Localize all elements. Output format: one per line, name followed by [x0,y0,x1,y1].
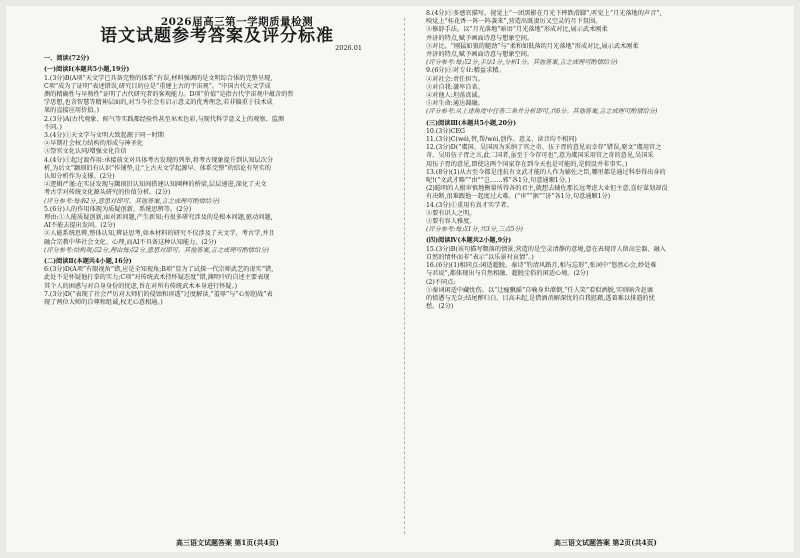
left-line: 3.(4分)①天文学与文明大致起源于同一时期 [44,132,164,140]
right-line: 并济的特点,赋予画面诗意与想象空间。 [426,51,534,59]
left-answer-list [44,55,390,307]
left-line: 认知分析作为支撑。(2分) [44,173,115,181]
left-column [44,6,390,552]
footer-right: 高三语文试题答案 第2页(共4页) [554,538,657,547]
document-header [44,18,390,52]
left-line: (评分参考:每条2分,意思对即可。其他答案,言之成理可酌情给分) [44,197,220,205]
right-line: 呢!(“文武才略”“由”“岂……邪”各1分,句意通顺1分。) [426,177,571,185]
right-line: ①秦词闲适中藏忧伤。以“迂瘦飘摇”自喻身世潦倒,“任人笑”看似洒脱,实则暗含赶谪 [426,286,653,294]
right-line: 愁。(2分) [426,303,454,311]
right-line: (2)聪明的人根审慎地衡量所得各的君主,就想去辅佐那长远考虑大业但主意,喜好谋划却没 [426,185,668,193]
left-line: 理由:①人能质疑创新,面对新问题,产生新知;有很多研究涉及的是根本问题,驱动问题, [44,214,273,222]
left-line: ②早期社会权力结构的形成与神圣化 [44,140,143,148]
right-line: 嗅觉上“桂花香一阵一阵袭来”,营造出既凄厉又空灵的月下氛围。 [426,18,602,26]
right-line: 12.(3分)D(“虞国、吴国因为采纳了官之奇、伍子胥的意见而幸存”错误,原文“虞用官之 [426,144,662,152]
left-line: 其个人的困惑与对自身身份的忧虑,旨在对所有传统武术本身进行怀疑。) [44,282,238,290]
left-line: 学思想,也含智慧等精神层面的,对当今社会有启示意义的优秀理念,若非偏重于技术成 [44,99,273,107]
left-line: 果的直接应用价值。) [44,107,100,115]
exam-sheet [6,6,794,552]
left-line: 一、阅读(72分) [44,55,90,63]
right-line: 有决断,很难跟他一起度过大难。(“审”“据”“济”各1分,句意通顺1分) [426,193,611,201]
right-line: 10.(3分)CEG [426,127,465,135]
left-line: 5.(6分)人的作用体现为质疑创新、系统思辨等。(2分) [44,205,192,213]
right-line: ⑤对生命:通达圆融。 [426,100,484,108]
right-line: 13.(8分)(1)从古至今都是违抗有文武才能的人作为辅佐之臣,哪里都是通过科举得出身的 [426,168,666,176]
left-line: 析,为后文“颛顼旧有认识”作铺垫,让“上古天文学起源早、体系完整”的结论有坚实的 [44,164,271,172]
left-line: 6.(3分)D(A项“有限视角”错,应是全知视角;B项“显为了试探一代宗师武艺的虚实”错, [44,266,274,274]
left-line: 测的精确性与早熟性”证明了古代研究者的客观能力。D项“价值”是指古代宇宙观中蕴含的哲 [44,91,294,99]
right-line: 14.(3分)①重用有真才实学者。 [426,201,513,209]
right-line: (评分参考:每点1分,共3分,三点5分) [426,226,523,234]
document-title: 语文试题参考答案及评分标准 [100,26,334,47]
left-line: 7.(3分)D(“表现了社会严厉对大师们的侵蚀和淬透”过度解读,“羞辱”与“心惊胆战”表 [44,290,273,298]
left-line: ②人能系统思辨,整体认知,辨证思考,如本材料的研究不仅涉及了天文学、考古学,并且 [44,230,275,238]
right-line: 的愤懑与无奈;结尾醉归白、目高未起,是借酒消解深忧的自我慰藉,透着难以排遣的忧 [426,294,655,302]
right-line: (四)阅读Ⅳ(本题共2小题,9分) [426,237,512,245]
right-line: 并济的特点,赋予画面诗意与想象空间。 [426,34,534,42]
right-line: 自然的情怀而非“表示“以乐景衬哀情”。) [426,253,534,261]
right-line: (评分参考:每点2分,手法1分,分析1分。其他答案,言之成理可酌情给分) [426,59,618,67]
left-line: 4.(4分)①起过渡作用:承接前文对具体考古发现的列举,将考古现象提升到认知层次分 [44,156,274,164]
left-line: (一)阅读Ⅰ(本题共5小题,19分) [44,66,130,74]
left-line: 现了两位大师的自尊和组诚,权无心意相通。) [44,299,163,307]
right-line: ③对比。“刚猛如狼的腿劲”与“柔和如低落的月光落地”形成对比,展示武术刚柔 [426,42,639,50]
right-line: ④对他人:坦荡真诚。 [426,92,484,100]
left-line: 考古学对传统文化源头研究的价值分析。(2分) [44,189,171,197]
right-answer-list [426,10,774,311]
left-line: (二)阅读Ⅱ(本题共4小题,16分) [44,258,132,266]
left-line: C项“成为了证明”表述错误,研究目的应是“重建上古的宇宙观”。“中国古代天文学成 [44,82,271,90]
right-line: 16.(6分)(1)相同点:闲适超脱。秦诗“钓清风路月,相与忘形”,张词中“悠然心会,妙处难 [426,262,657,270]
right-line: (2)不同点: [426,278,456,286]
left-line: 此处不是怀疑他打拳的实力;C项“对传统武术持怀疑态度”错,渊明中的自述主要表现 [44,274,270,282]
right-line: 与君说”,都体现出与自然相融、超脱尘俗的闲适心境。(2分) [426,270,589,278]
left-line: 融合宗教中华社会文化、心理,而AI不具备这种认知能力。(2分) [44,238,217,246]
right-line: 15.(3分)B(该句描写颓落的情景,营造的是空灵清静的意境,意在表现诗人留高尘器、融入 [426,245,666,253]
left-line: ③祭官文化认同/增强文化自信 [44,148,127,156]
footer-left: 高三语文试题答案 第1页(共4页) [176,538,279,547]
right-line: ②修辞手法。以“月光落地”暗语“月光落地”形成对比,展示武术刚柔 [426,26,608,34]
right-line: ③对自我:谦卑自省。 [426,83,484,91]
left-line: AI不能去提出发问。(2分) [44,222,116,230]
right-column [426,6,774,552]
right-line: ③要有容人雅度。 [426,218,476,226]
right-line: (三)阅读Ⅲ(本题共5小题,20分) [426,119,517,127]
right-line: (评分参考:从上述角度中任答三条并分析即可,共6分。其他答案,言之成理可酌情给分) [426,108,658,116]
left-line: 2.(3分)A(古代观象、候气等实践都经验性甚至巫术色彩,与现代科学意义上的观察、监测 [44,115,285,123]
right-line: 11.(3分)C(wéi,替,帮/wèi,创作。意义、读音均不相同) [426,136,577,144]
left-line: 不同。) [44,123,62,131]
document-date: 2026.01 [335,44,362,52]
right-line: 8.(4分)①多感官描写。视觉上“一团黑影在月光下摔跌滑脚”,听觉上“月光落地的声音”, [426,10,662,17]
page-divider [404,18,405,534]
left-line: (评分参考:结构观点2分,理由每点2分,意思对即可。其他答案,言之成理可酌情给分) [44,246,269,254]
right-line: 9.(6分)①对专业:精益求精。 [426,67,505,75]
left-line: ②逻辑严谨:在实证发现与颛顼旧认知间搭建认知阐释的桥梁,层层递进,深化了天文 [44,181,267,189]
right-line: ②对社会:责任担当。 [426,75,484,83]
right-line: ②要有识人之明。 [426,209,476,217]
left-line: 1.(3分)B(A项“天文学已具备完整的体系”有误,材料强调的是文明综合体的完整呈现, [44,74,273,82]
right-line: 奇、吴用伍子胥之言,此二国者,虽至于今存可也”,意为虞国采用官之奇的意见,吴国采 [426,152,654,160]
right-line: 用伍子胥的意见,即使这两个国家存在到今天也是可能的,是假设并非事实。) [426,160,628,168]
exam-subtitle: 2026届高三第一学期质量检测 [160,16,314,28]
